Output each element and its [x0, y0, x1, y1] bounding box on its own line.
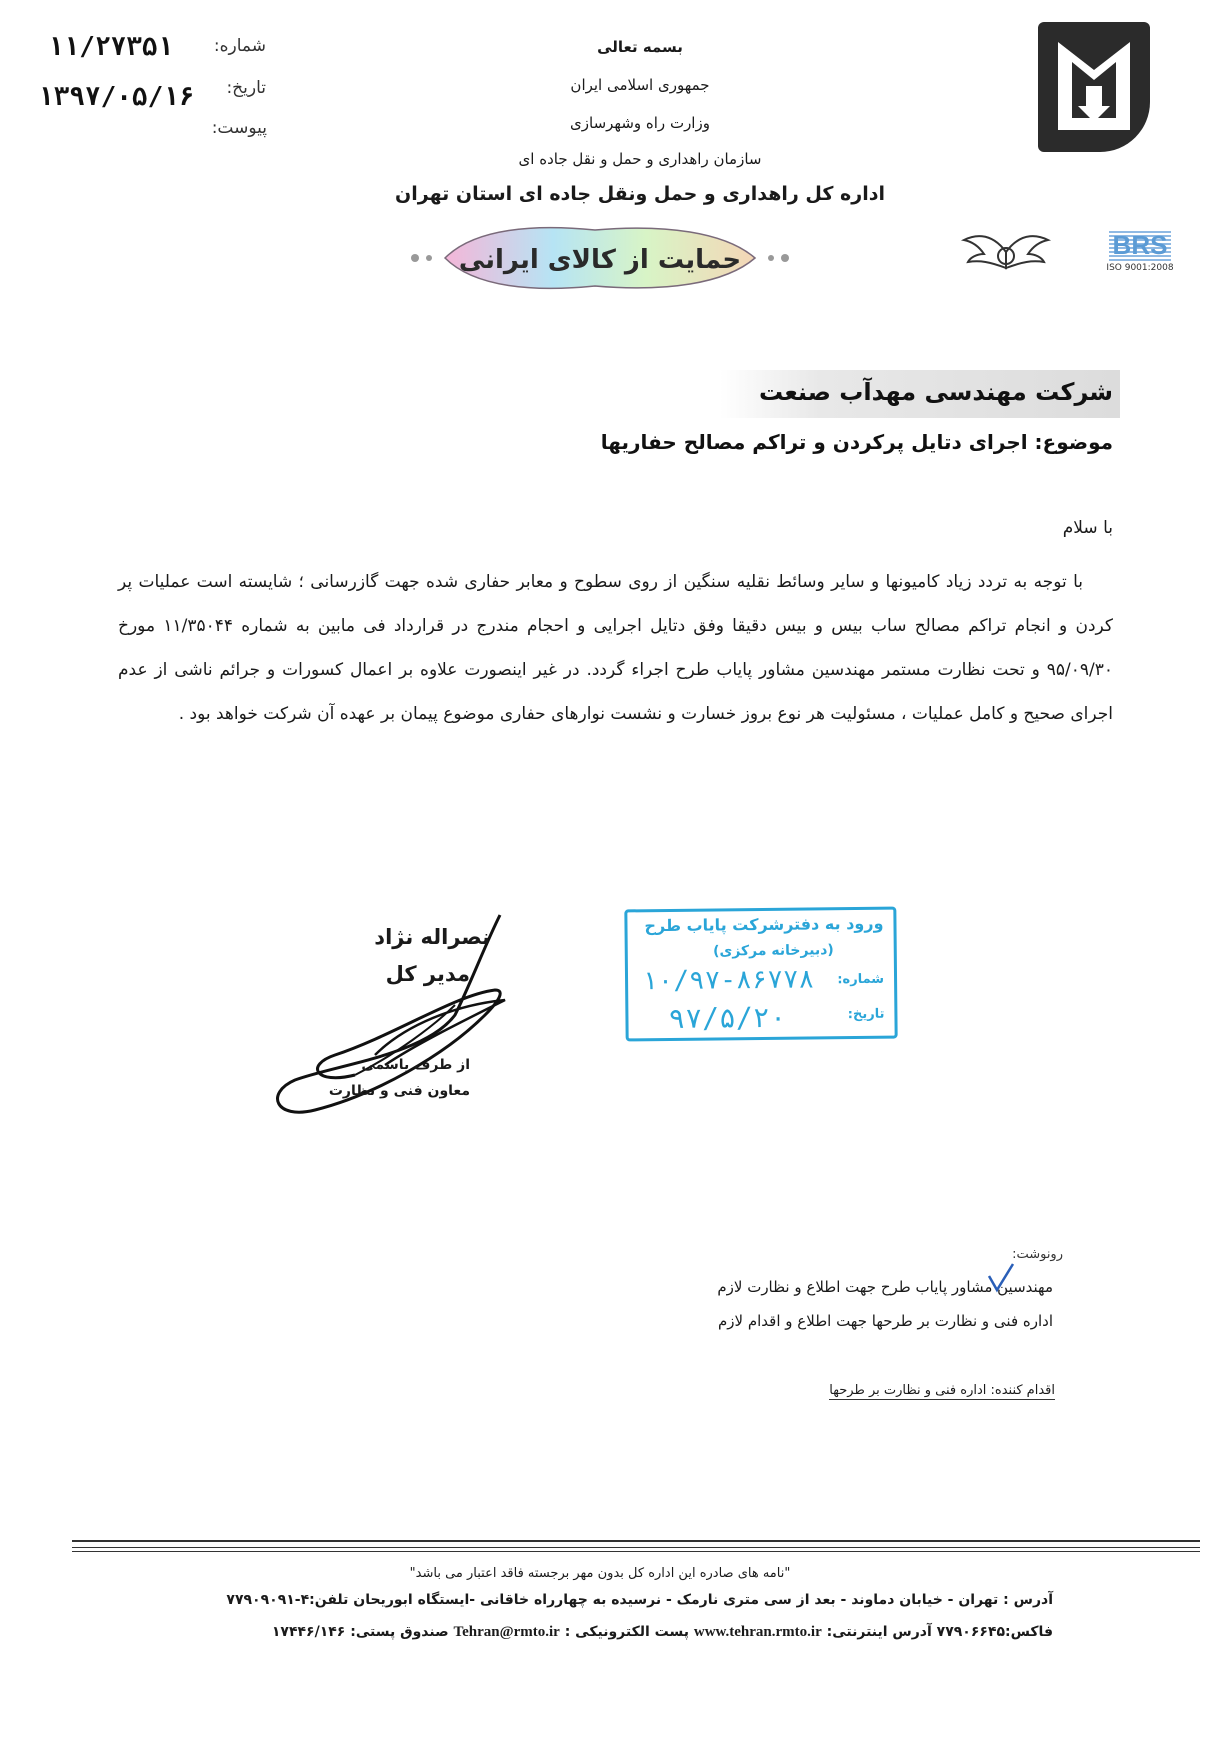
footer-website-label: آدرس اینترنتی:	[826, 1624, 932, 1640]
stamp-number: ۱۰/۹۷-۸۶۷۷۸	[641, 964, 815, 997]
greeting: با سلام	[1062, 518, 1113, 538]
stamp-title: ورود به دفترشرکت پایاب طرح	[644, 913, 884, 936]
stamp-number-label: شماره:	[837, 971, 885, 988]
footer-divider	[72, 1551, 1200, 1552]
brs-text: BRS	[1109, 230, 1172, 261]
cc-recipient-1: مهندسین مشاور پایاب طرح جهت اطلاع و نظارت لازم	[717, 1278, 1053, 1296]
footer-postbox: صندوق پستی: ۱۷۴۴۶/۱۴۶	[271, 1624, 449, 1640]
stamp-date-label: تاریخ:	[847, 1006, 885, 1023]
stamp-date: ۹۷/۵/۲۰	[668, 1000, 787, 1035]
letter-body: با توجه به تردد زیاد کامیونها و سایر وسائط نقلیه سنگین از روی سطوح و معابر حفاری شده جهت گازرسانی ؛ شایسته است عملیات پر کردن و انجام تراکم مصالح ساب بیس و بیس دقیقا وفق دتایل اجرایی و احجام مندرج در قرارداد فی مابین به شماره ۱۱/۳۵۰۴۴ مورخ ۹۵/۰۹/۳۰ و تحت نظارت مستمر مهندسین مشاور پایاب طرح اجراء گردد. در غیر اینصورت علاوه بر اعمال کسورات و جرائم ناشی از عدم اجرای صحیح و کامل عملیات ، مسئولیت هر نوع بروز خسارت و نشست نوارهای حفاری موضوع پیمان بر عهده آن شرکت خواهد بود .	[118, 572, 1113, 724]
rmto-logo	[1038, 22, 1150, 152]
receipt-stamp	[624, 907, 897, 1042]
footer-website[interactable]: www.tehran.rmto.ir	[693, 1624, 822, 1640]
cc-recipient-2: اداره فنی و نظارت بر طرحها جهت اطلاع و اقدام لازم	[718, 1312, 1053, 1330]
footer-notice: "نامه های صادره این اداره کل بدون مهر برجسته فاقد اعتبار می باشد"	[409, 1566, 791, 1581]
recipient: شرکت مهندسی مهدآب صنعت	[758, 378, 1113, 406]
on-behalf-of: از طرف یاسمی	[361, 1057, 470, 1073]
country-name: جمهوری اسلامی ایران	[570, 76, 710, 94]
footer-fax: فاکس:۷۷۹۰۶۶۴۵	[936, 1624, 1053, 1640]
attachment-label: پیوست:	[211, 118, 267, 138]
office-name: اداره کل راهداری و حمل ونقل جاده ای استان تهران	[395, 183, 885, 205]
ministry-name: وزارت راه وشهرسازی	[570, 114, 710, 132]
iso-text: ISO 9001:2008	[1106, 263, 1174, 273]
wings-emblem-icon	[960, 226, 1052, 278]
footer-divider	[72, 1540, 1200, 1542]
footer-email[interactable]: Tehran@rmto.ir	[453, 1624, 560, 1640]
signatory-title: مدیر کل	[385, 962, 470, 986]
number-label: شماره:	[213, 36, 266, 56]
letter-date: ۱۳۹۷/۰۵/۱۶	[38, 82, 195, 112]
date-label: تاریخ:	[226, 78, 266, 98]
subject: موضوع: اجرای دتایل پرکردن و تراکم مصالح حفاریها	[600, 430, 1113, 454]
letter-number: ۱۱/۲۷۳۵۱	[48, 32, 174, 62]
action-owner: اقدام کننده: اداره فنی و نظارت بر طرحها	[829, 1383, 1055, 1398]
deputy-title: معاون فنی و نظارت	[328, 1083, 470, 1099]
signatory-name: نصراله نژاد	[374, 925, 490, 949]
footer-divider	[72, 1547, 1200, 1548]
footer-address: آدرس : تهران - خیابان دماوند - بعد از سی متری نارمک - نرسیده به چهارراه خاقانی -ایستگاه ابوریحان تلفن:۴-۷۷۹۰۹۰۹۱	[226, 1592, 1053, 1608]
organization-name: سازمان راهداری و حمل و نقل جاده ای	[518, 150, 762, 168]
footer-email-label: پست الکترونیکی :	[564, 1624, 689, 1640]
road-arrow-icon	[1038, 22, 1150, 152]
support-iranian-goods-banner	[385, 218, 805, 298]
brs-iso-badge	[1095, 222, 1185, 290]
invocation: بسمه تعالی	[597, 38, 683, 56]
footer-contact	[272, 1624, 1053, 1641]
calligraphy-text: حمایت از کالای ایرانی	[458, 245, 742, 275]
stamp-subtitle: (دبیرخانه مرکزی)	[712, 942, 834, 960]
cc-label: رونوشت:	[1012, 1247, 1063, 1262]
